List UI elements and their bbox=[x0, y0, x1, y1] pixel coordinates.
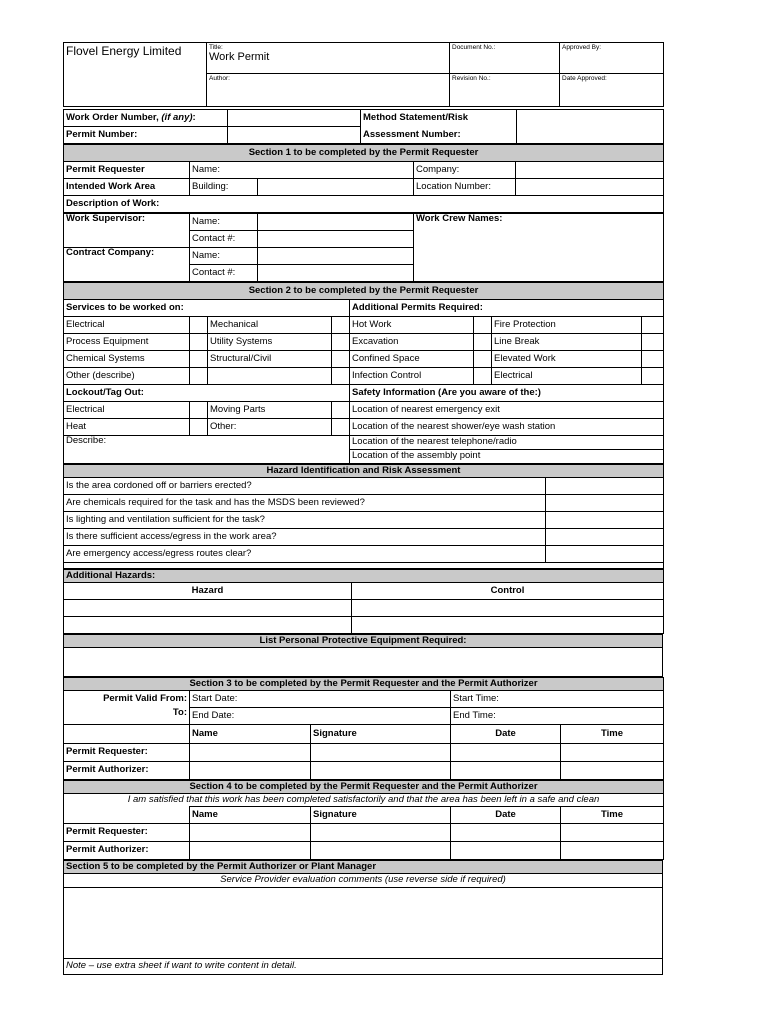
permit-authorizer-label: Permit Authorizer: bbox=[64, 842, 190, 860]
time-column-header: Time bbox=[561, 807, 664, 824]
requester-date-input[interactable] bbox=[451, 744, 561, 762]
section-4 bbox=[63, 780, 664, 860]
contract-contact-input[interactable] bbox=[258, 265, 414, 282]
permit-checkbox[interactable] bbox=[474, 317, 492, 334]
hazard-input[interactable] bbox=[64, 600, 352, 617]
hazard-answer-input[interactable] bbox=[546, 529, 664, 546]
end-date-field[interactable]: End Date: bbox=[190, 708, 451, 725]
method-statement-label-1: Method Statement/Risk bbox=[361, 110, 517, 127]
permit-number-label: Permit Number: bbox=[64, 127, 228, 144]
service-checkbox[interactable] bbox=[190, 334, 208, 351]
service-checkbox[interactable] bbox=[190, 351, 208, 368]
permit-checkbox[interactable] bbox=[474, 334, 492, 351]
evaluation-comments-label: Service Provider evaluation comments (use reverse side if required) bbox=[64, 874, 663, 888]
work-order-block bbox=[63, 109, 664, 144]
title-cell[interactable] bbox=[207, 43, 450, 74]
section-1 bbox=[63, 144, 664, 213]
authorizer-signature-input[interactable] bbox=[311, 842, 451, 860]
control-input[interactable] bbox=[352, 600, 664, 617]
section-4-heading: Section 4 to be completed by the Permit Requester and the Permit Authorizer bbox=[64, 781, 664, 794]
section-3 bbox=[63, 677, 664, 780]
start-time-field[interactable]: Start Time: bbox=[451, 691, 664, 708]
lockout-label: Lockout/Tag Out: bbox=[64, 385, 350, 402]
section-5 bbox=[63, 860, 663, 975]
service-item: Chemical Systems bbox=[64, 351, 190, 368]
start-date-field[interactable]: Start Date: bbox=[190, 691, 451, 708]
permit-item: Infection Control bbox=[350, 368, 474, 385]
hazard-spacer bbox=[64, 563, 664, 569]
permit-checkbox[interactable] bbox=[642, 334, 664, 351]
service-item: Electrical bbox=[64, 317, 190, 334]
services-label: Services to be worked on: bbox=[64, 300, 350, 317]
date-column-header: Date bbox=[451, 807, 561, 824]
signature-column-header: Signature bbox=[311, 807, 451, 824]
requester-name-field[interactable]: Name: bbox=[190, 162, 414, 179]
section-5-heading: Section 5 to be completed by the Permit Authorizer or Plant Manager bbox=[64, 861, 663, 874]
service-other-input[interactable] bbox=[208, 368, 332, 385]
lockout-item: Electrical bbox=[64, 402, 190, 419]
lockout-item: Other: bbox=[208, 419, 332, 436]
completion-statement: I am satisfied that this work has been completed satisfactorily and that the area has been left in a safe and clean bbox=[64, 794, 664, 807]
work-order-input[interactable] bbox=[228, 110, 361, 127]
ppe-section bbox=[63, 634, 663, 677]
document-title: Work Permit bbox=[209, 51, 270, 64]
service-item: Structural/Civil bbox=[208, 351, 332, 368]
lockout-item: Moving Parts bbox=[208, 402, 332, 419]
company-name: Flovel Energy Limited bbox=[64, 43, 207, 107]
lockout-checkbox[interactable] bbox=[190, 419, 208, 436]
section-1-heading: Section 1 to be completed by the Permit Requester bbox=[64, 145, 664, 162]
requester-name-input[interactable] bbox=[190, 744, 311, 762]
hazard-input[interactable] bbox=[64, 617, 352, 634]
service-item: Utility Systems bbox=[208, 334, 332, 351]
document-no-field[interactable]: Document No.: bbox=[450, 43, 560, 74]
requester-signature-input[interactable] bbox=[311, 744, 451, 762]
intended-work-area-label: Intended Work Area bbox=[64, 179, 190, 196]
permit-checkbox[interactable] bbox=[642, 317, 664, 334]
supervisor-contact-label: Contact #: bbox=[190, 231, 258, 248]
evaluation-comments-input[interactable] bbox=[64, 888, 663, 959]
document-header bbox=[63, 42, 664, 107]
service-checkbox[interactable] bbox=[332, 317, 350, 334]
permit-item: Fire Protection bbox=[492, 317, 642, 334]
section-2 bbox=[63, 282, 664, 464]
authorizer-time-input[interactable] bbox=[561, 842, 664, 860]
permit-requester-label: Permit Requester bbox=[64, 162, 190, 179]
supervisor-name-input[interactable] bbox=[258, 214, 414, 231]
permit-item: Electrical bbox=[492, 368, 642, 385]
hazard-question: Is there sufficient access/egress in the work area? bbox=[64, 529, 546, 546]
ppe-heading: List Personal Protective Equipment Required: bbox=[64, 635, 663, 648]
control-column-header: Control bbox=[352, 583, 664, 600]
description-of-work-field[interactable]: Description of Work: bbox=[64, 196, 664, 213]
service-checkbox[interactable] bbox=[332, 351, 350, 368]
hazard-question: Is lighting and ventilation sufficient for the task? bbox=[64, 512, 546, 529]
hazard-answer-input[interactable] bbox=[546, 546, 664, 563]
lockout-checkbox[interactable] bbox=[190, 402, 208, 419]
requester-company-input[interactable] bbox=[516, 162, 664, 179]
hazard-column-header: Hazard bbox=[64, 583, 352, 600]
lockout-item: Heat bbox=[64, 419, 190, 436]
hazard-answer-input[interactable] bbox=[546, 478, 664, 495]
authorizer-time-input[interactable] bbox=[561, 762, 664, 780]
requester-date-input[interactable] bbox=[451, 824, 561, 842]
safety-info-label: Safety Information (Are you aware of the:) bbox=[350, 385, 664, 402]
hazard-question: Are chemicals required for the task and has the MSDS been reviewed? bbox=[64, 495, 546, 512]
permit-item: Excavation bbox=[350, 334, 474, 351]
supervisor-name-label: Name: bbox=[190, 214, 258, 231]
service-item: Other (describe) bbox=[64, 368, 190, 385]
work-supervisor-label: Work Supervisor: bbox=[64, 214, 190, 248]
permit-number-input[interactable] bbox=[228, 127, 361, 144]
service-checkbox[interactable] bbox=[332, 334, 350, 351]
requester-signature-input[interactable] bbox=[311, 824, 451, 842]
building-input[interactable] bbox=[258, 179, 414, 196]
control-input[interactable] bbox=[352, 617, 664, 634]
authorizer-name-input[interactable] bbox=[190, 842, 311, 860]
revision-no-field[interactable]: Revision No.: bbox=[450, 74, 560, 107]
requester-time-input[interactable] bbox=[561, 824, 664, 842]
service-checkbox[interactable] bbox=[332, 368, 350, 385]
time-column-header: Time bbox=[561, 725, 664, 744]
permit-checkbox[interactable] bbox=[642, 351, 664, 368]
approved-by-field[interactable]: Approved By: bbox=[560, 43, 664, 74]
signature-column-header: Signature bbox=[311, 725, 451, 744]
footer-note: Note – use extra sheet if want to write content in detail. bbox=[64, 959, 663, 975]
permit-authorizer-label: Permit Authorizer: bbox=[64, 762, 190, 780]
hazard-answer-input[interactable] bbox=[546, 495, 664, 512]
section-2-heading: Section 2 to be completed by the Permit Requester bbox=[64, 283, 664, 300]
permit-item: Confined Space bbox=[350, 351, 474, 368]
contract-name-label: Name: bbox=[190, 248, 258, 265]
supervisor-contact-input[interactable] bbox=[258, 231, 414, 248]
date-column-header: Date bbox=[451, 725, 561, 744]
work-crew-names-field[interactable]: Work Crew Names: bbox=[414, 214, 664, 282]
hazard-answer-input[interactable] bbox=[546, 512, 664, 529]
safety-item[interactable]: Location of the nearest shower/eye wash station bbox=[350, 419, 664, 436]
building-field[interactable]: Building: bbox=[190, 179, 258, 196]
work-order-label: Work Order Number, (if any): bbox=[64, 110, 228, 127]
additional-hazards-heading: Additional Hazards: bbox=[64, 570, 664, 583]
permit-requester-label: Permit Requester: bbox=[64, 744, 190, 762]
work-permit-form bbox=[63, 42, 663, 975]
hazard-question: Is the area cordoned off or barriers erected? bbox=[64, 478, 546, 495]
authorizer-name-input[interactable] bbox=[190, 762, 311, 780]
describe-field[interactable]: Describe: bbox=[64, 436, 350, 464]
service-item: Mechanical bbox=[208, 317, 332, 334]
title-label: Title: bbox=[209, 44, 223, 51]
requester-name-input[interactable] bbox=[190, 824, 311, 842]
service-item: Process Equipment bbox=[64, 334, 190, 351]
contract-name-input[interactable] bbox=[258, 248, 414, 265]
permit-valid-from-label: Permit Valid From: bbox=[64, 691, 190, 708]
contract-contact-label: Contact #: bbox=[190, 265, 258, 282]
permit-item: Line Break bbox=[492, 334, 642, 351]
additional-hazards bbox=[63, 569, 664, 634]
permit-checkbox[interactable] bbox=[642, 368, 664, 385]
blank-cell bbox=[64, 807, 190, 824]
location-number-input[interactable] bbox=[516, 179, 664, 196]
safety-item[interactable]: Location of the assembly point bbox=[350, 450, 664, 464]
blank-cell bbox=[64, 725, 190, 744]
safety-item[interactable]: Location of nearest emergency exit bbox=[350, 402, 664, 419]
supervisor-block bbox=[63, 213, 664, 282]
service-checkbox[interactable] bbox=[190, 368, 208, 385]
method-statement-input[interactable] bbox=[517, 110, 664, 144]
location-number-field[interactable]: Location Number: bbox=[414, 179, 516, 196]
name-column-header: Name bbox=[190, 725, 311, 744]
section-3-heading: Section 3 to be completed by the Permit Requester and the Permit Authorizer bbox=[64, 678, 664, 691]
contract-company-label: Contract Company: bbox=[64, 248, 190, 282]
permit-item: Hot Work bbox=[350, 317, 474, 334]
service-checkbox[interactable] bbox=[190, 317, 208, 334]
method-statement-label-2: Assessment Number: bbox=[361, 127, 517, 144]
author-field[interactable]: Author: bbox=[207, 74, 450, 107]
permit-checkbox[interactable] bbox=[474, 368, 492, 385]
permit-requester-label: Permit Requester: bbox=[64, 824, 190, 842]
lockout-checkbox[interactable] bbox=[332, 419, 350, 436]
permit-checkbox[interactable] bbox=[474, 351, 492, 368]
name-column-header: Name bbox=[190, 807, 311, 824]
hazard-section bbox=[63, 464, 664, 569]
requester-company-field[interactable]: Company: bbox=[414, 162, 516, 179]
additional-permits-label: Additional Permits Required: bbox=[350, 300, 664, 317]
permit-valid-to-label: To: bbox=[64, 708, 190, 725]
ppe-input[interactable] bbox=[64, 648, 663, 677]
permit-item: Elevated Work bbox=[492, 351, 642, 368]
requester-time-input[interactable] bbox=[561, 744, 664, 762]
lockout-checkbox[interactable] bbox=[332, 402, 350, 419]
authorizer-signature-input[interactable] bbox=[311, 762, 451, 780]
hazard-question: Are emergency access/egress routes clear? bbox=[64, 546, 546, 563]
date-approved-field[interactable]: Date Approved: bbox=[560, 74, 664, 107]
authorizer-date-input[interactable] bbox=[451, 762, 561, 780]
authorizer-date-input[interactable] bbox=[451, 842, 561, 860]
safety-item[interactable]: Location of the nearest telephone/radio bbox=[350, 436, 664, 450]
end-time-field[interactable]: End Time: bbox=[451, 708, 664, 725]
hazard-heading: Hazard Identification and Risk Assessment bbox=[64, 465, 664, 478]
